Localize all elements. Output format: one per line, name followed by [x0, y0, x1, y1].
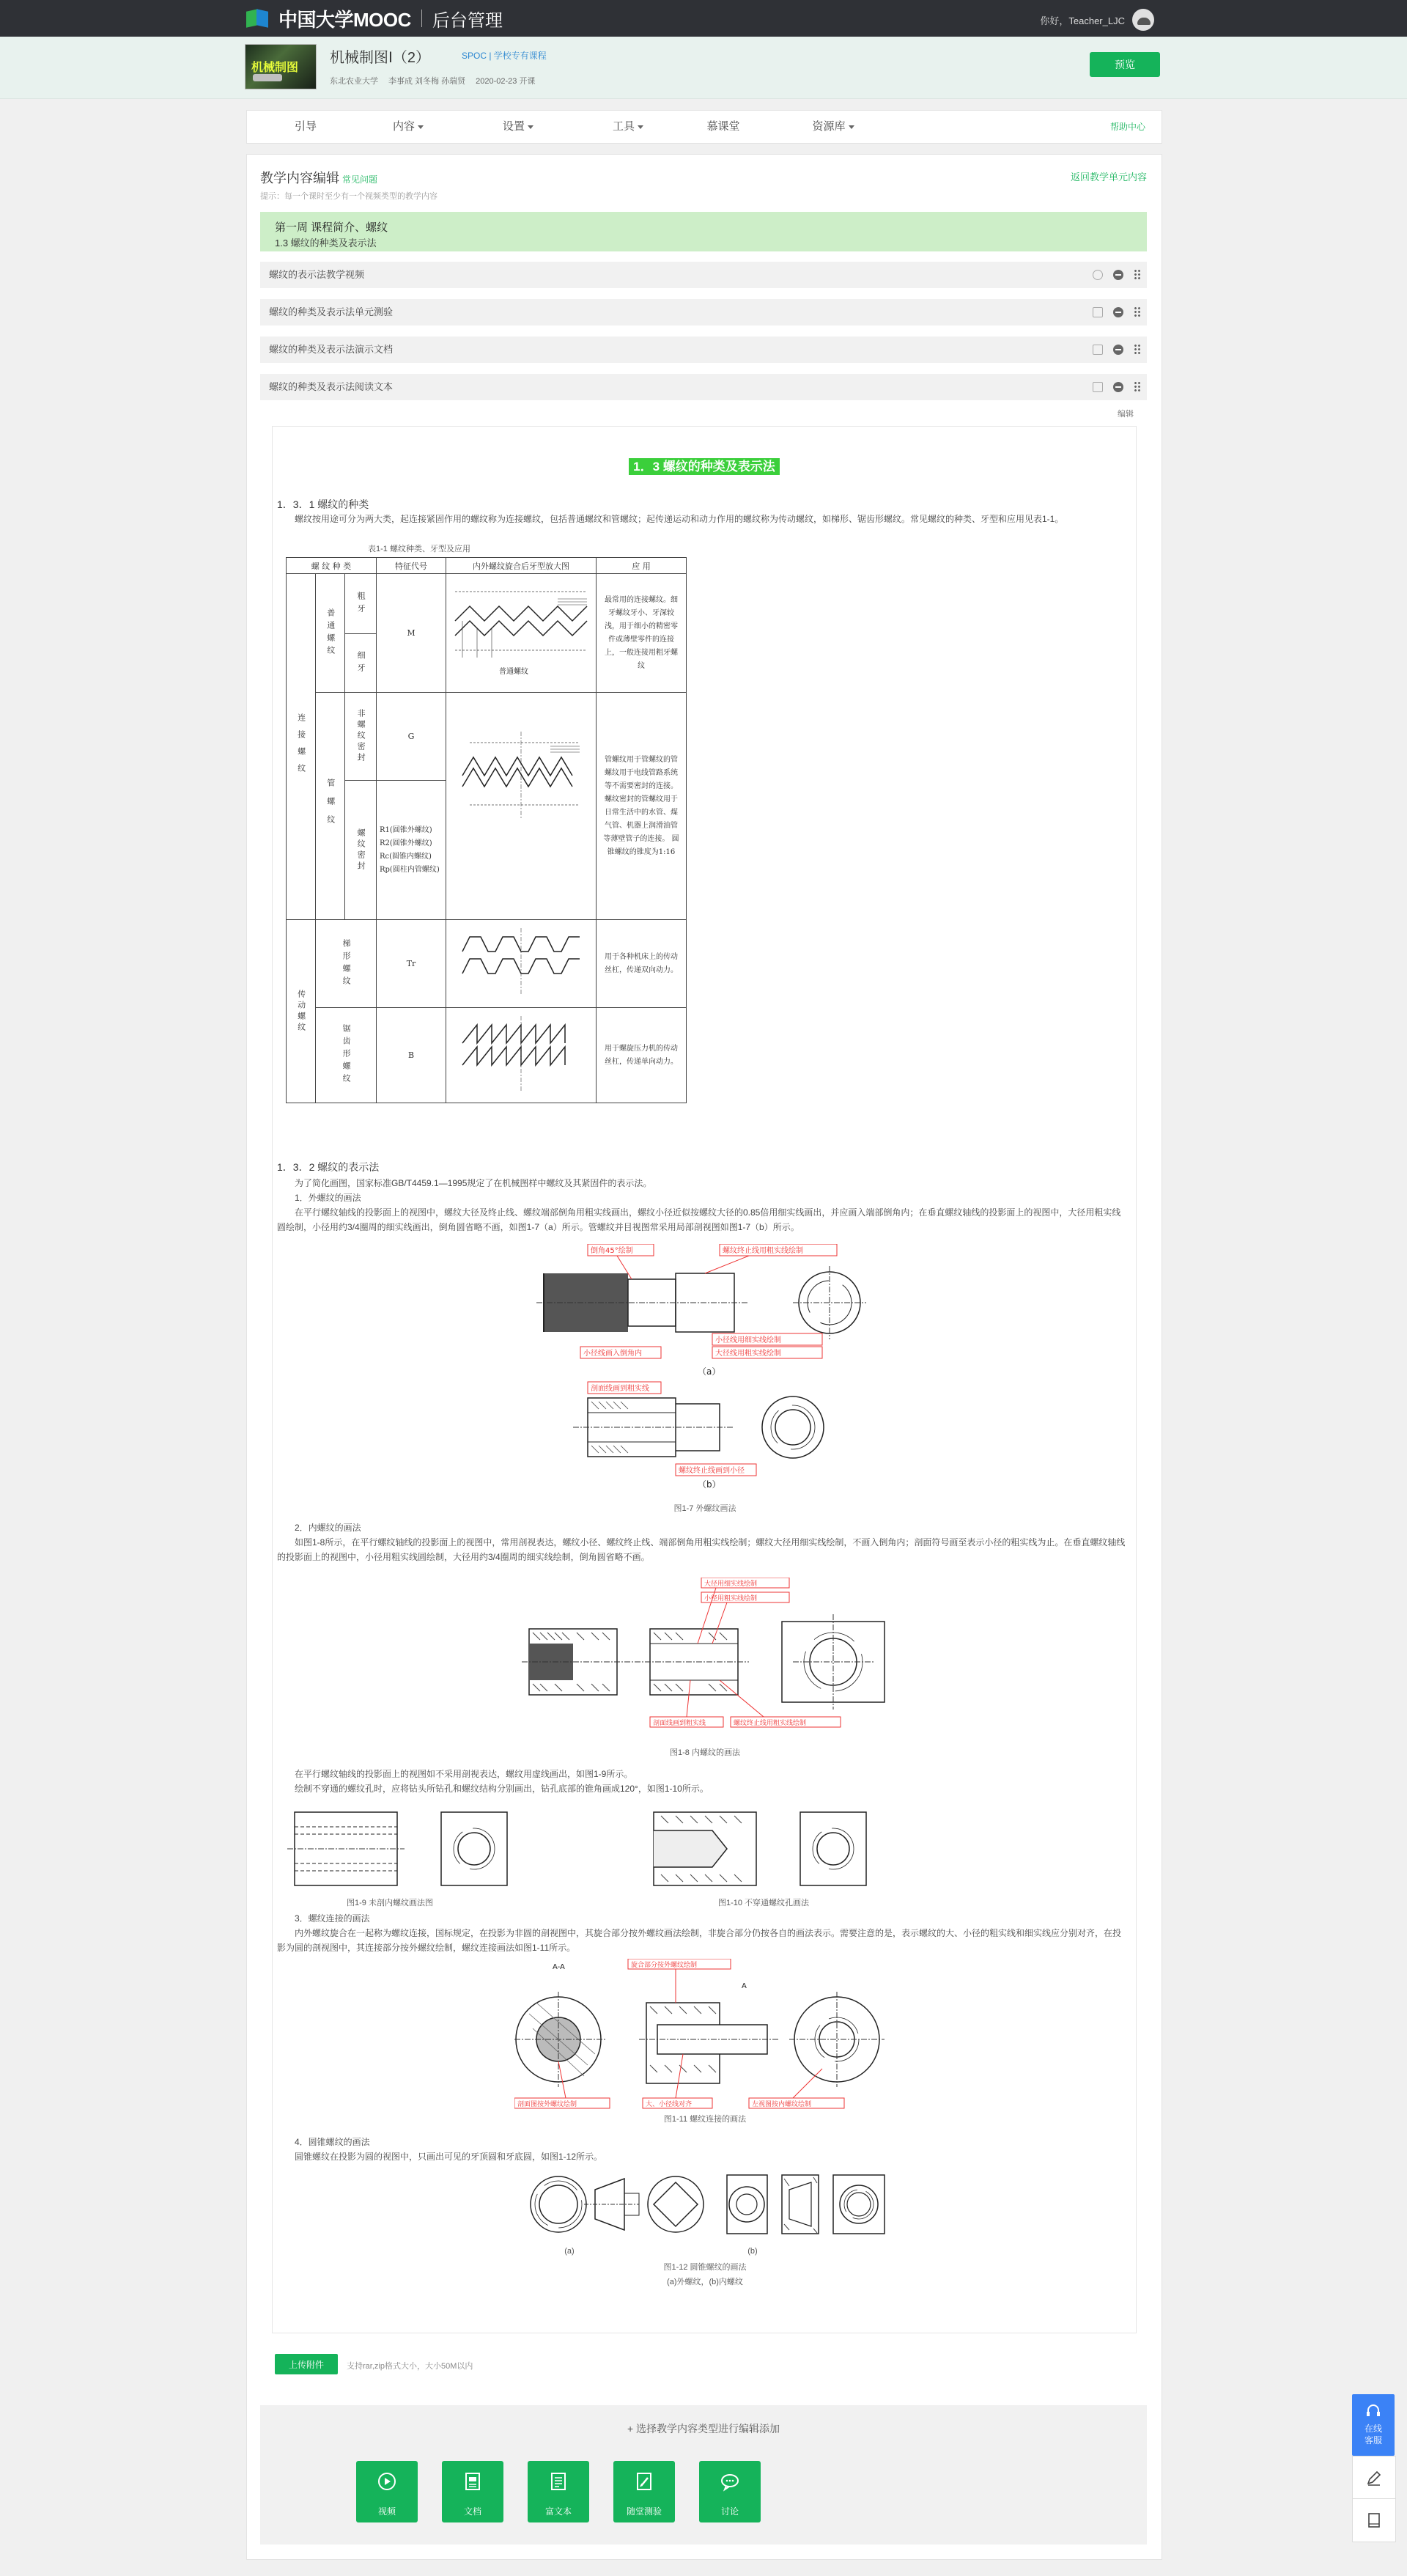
figure-1-9 — [287, 1805, 514, 1893]
remove-icon[interactable] — [1113, 307, 1123, 317]
logo[interactable] — [246, 7, 503, 29]
course-type-tag[interactable]: SPOC | 学校专有课程 — [462, 51, 547, 61]
figure-1-8 — [522, 1578, 903, 1739]
quiz-icon — [634, 2471, 654, 2492]
paragraph: 螺纹按用途可分为两大类，起连接紧固作用的螺纹称为连接螺纹，包括普通螺纹和管螺纹；起传递运动和动力作用的螺纹称为传动螺纹，如梯形、锯齿形螺纹。常见螺纹的种类、牙型和应用见表1-1。 — [295, 514, 1064, 524]
collapse-icon[interactable] — [1113, 382, 1123, 392]
svg-text:螺纹终止线用粗实线绘制: 螺纹终止线用粗实线绘制 — [734, 1720, 807, 1727]
subheading: 4．圆锥螺纹的画法 — [295, 2137, 370, 2147]
paragraph: 内外螺纹旋合在一起称为螺纹连接，国标规定，在投影为非圆的剖视图中，其旋合部分按外螺纹画法绘制，非旋合部分仍按各自的画法表示。需要注意的是，表示螺纹的大、小径的粗实线和细实线应分别对齐，在投影为圆的剖视图中，其连接部分按外螺纹绘制，螺纹连接画法如图1-11所示。 — [277, 1928, 1122, 1953]
richtext-icon — [1093, 382, 1103, 392]
svg-text:A: A — [742, 1982, 747, 1990]
course-thumbnail — [245, 44, 317, 89]
table-cell: R1(圆锥外螺纹) R2(圆锥外螺纹) Rc(圆锥内螺纹) Rp(圆柱内管螺纹) — [377, 781, 446, 920]
sawtooth-thread-drawing — [448, 1010, 594, 1098]
figure-caption: 图1-9 未剖内螺纹画法图 — [347, 1899, 433, 1907]
table-cell: 普通螺纹 — [325, 608, 336, 658]
paragraph: 绘制不穿通的螺纹孔时，应将钻头所钻孔和螺纹结构分别画出，钻孔底部的锥角画成120°，如图1-10所示。 — [295, 1784, 709, 1794]
table-cell: 细牙 — [356, 650, 366, 676]
add-richtext-button[interactable]: 富文本 — [528, 2461, 589, 2522]
avatar[interactable] — [1132, 9, 1154, 31]
course-school: 东北农业大学 — [330, 77, 378, 86]
svg-text:左视图按内螺纹绘制: 左视图按内螺纹绘制 — [752, 2101, 812, 2108]
course-start: 2020-02-23 开课 — [476, 77, 536, 86]
nav-classroom[interactable]: 慕课堂 — [706, 120, 740, 133]
section-heading: 1．3．2 螺纹的表示法 — [277, 1161, 380, 1173]
table-header: 特征代号 — [377, 558, 446, 574]
figure-caption: 图1-8 内螺纹的画法 — [670, 1748, 740, 1757]
section-heading: 1．3．1 螺纹的种类 — [277, 498, 369, 510]
svg-text:剖面线画到粗实线: 剖面线画到粗实线 — [653, 1720, 706, 1727]
paragraph: 为了简化画图，国家标准GB/T4459.1—1995规定了在机械图样中螺纹及其紧固件的表示法。 — [295, 1178, 652, 1188]
help-center-link[interactable]: 帮助中心 — [1109, 122, 1145, 132]
figure-caption: 图1-10 不穿通螺纹孔画法 — [717, 1899, 810, 1907]
add-document-button[interactable]: 文档 — [442, 2461, 503, 2522]
table-cell: 锯齿形螺纹 — [341, 1024, 352, 1086]
feedback-button[interactable] — [1352, 2456, 1396, 2500]
user-menu[interactable] — [1040, 9, 1154, 31]
figure-1-7 — [529, 1244, 895, 1501]
video-icon — [377, 2471, 397, 2492]
page-hint: 提示：每一个课时至少有一个视频类型的教学内容 — [260, 192, 437, 201]
table-cell: 用于螺旋压力机的传动丝杠，传递单向动力。 — [597, 1008, 687, 1103]
add-video-button[interactable]: 视频 — [356, 2461, 418, 2522]
back-link[interactable]: 返回教学单元内容 — [1070, 172, 1147, 183]
table-cell: 管螺纹用于管螺纹的管螺纹用于电线管路系统等不需要密封的连接。螺纹密封的管螺纹用于日常生活中的水管、煤气管、机器上润滑油管等薄壁管子的连接。 圆锥螺纹的锥度为1:16 — [597, 693, 687, 920]
main-nav — [246, 110, 1162, 144]
svg-text:小径线画入倒角内: 小径线画入倒角内 — [583, 1350, 642, 1358]
pencil-icon — [1365, 2469, 1383, 2487]
week-title: 第一周 课程简介、螺纹 — [275, 221, 388, 234]
table-cell: 连接螺纹 — [296, 713, 306, 781]
thread-profile-figure — [446, 574, 597, 693]
table-cell: 用于各种机床上的传动丝杠，传递双向动力。 — [597, 920, 687, 1008]
chevron-down-icon — [418, 125, 424, 129]
thread-profile-figure — [446, 1008, 597, 1103]
drag-handle-icon[interactable] — [1134, 269, 1141, 281]
doc-title: 1．3 螺纹的种类及表示法 — [273, 456, 1136, 474]
table-header: 应 用 — [597, 558, 687, 574]
remove-icon[interactable] — [1113, 270, 1123, 280]
figure-1-10 — [646, 1805, 881, 1893]
trapezoid-thread-drawing — [448, 922, 594, 1003]
figure-label: (b) — [747, 2247, 758, 2256]
page-title: 教学内容编辑 常见问题 — [260, 171, 378, 185]
drag-handle-icon[interactable] — [1134, 306, 1141, 318]
subheading: 3．螺纹连接的画法 — [295, 1913, 370, 1924]
nav-content[interactable]: 内容 — [372, 111, 445, 143]
table-cell: B — [377, 1008, 446, 1103]
svg-text:（b）: （b） — [698, 1479, 721, 1490]
nav-tools[interactable]: 工具 — [591, 111, 665, 143]
document-icon — [1093, 345, 1103, 355]
svg-text:剖面图按外螺纹绘制: 剖面图按外螺纹绘制 — [517, 2101, 577, 2108]
svg-text:大径线用粗实线绘制: 大径线用粗实线绘制 — [715, 1350, 781, 1358]
course-teachers: 李事成 刘冬梅 孙瑞贤 — [388, 77, 466, 86]
remove-icon[interactable] — [1113, 345, 1123, 355]
course-meta — [330, 75, 545, 87]
svg-text:剖面线画到粗实线: 剖面线画到粗实线 — [591, 1385, 649, 1393]
online-service-button[interactable]: 在线客服 — [1352, 2394, 1395, 2456]
table-cell: Tr — [377, 920, 446, 1008]
course-title: 机械制图Ⅰ（2） — [330, 50, 431, 66]
svg-text:大、小径线对齐: 大、小径线对齐 — [646, 2101, 693, 2108]
richtext-document — [272, 426, 1137, 2333]
brand-name: 中国大学MOOC — [278, 8, 411, 31]
add-quiz-button[interactable]: 随堂测验 — [613, 2461, 675, 2522]
paragraph: 圆锥螺纹在投影为圆的视图中，只画出可见的牙顶圆和牙底圆，如图1-12所示。 — [295, 2152, 603, 2162]
svg-text:小径用粗实线绘制: 小径用粗实线绘制 — [704, 1595, 758, 1602]
figure-label: 普通螺纹 — [499, 668, 528, 676]
unit-row-video[interactable]: 螺纹的表示法教学视频 — [260, 262, 1147, 288]
upload-hint: 支持rar,zip格式大小，大小50M以内 — [347, 2362, 473, 2371]
section-name: 后台管理 — [432, 10, 503, 31]
upload-attachment-button[interactable]: 上传附件 — [275, 2354, 338, 2374]
normal-thread-drawing — [448, 577, 594, 687]
user-greeting: 你好，Teacher_LJC — [1040, 15, 1125, 26]
subheading: 1．外螺纹的画法 — [295, 1193, 361, 1203]
unit-row-document[interactable]: 螺纹的种类及表示法演示文档 — [260, 336, 1147, 363]
chevron-down-icon — [638, 125, 643, 129]
mooc-logo-icon — [246, 7, 271, 29]
figure-caption: 图1-12 圆锥螺纹的画法 — [663, 2263, 747, 2272]
table-cell: 梯形螺纹 — [341, 938, 352, 989]
figure-caption: 图1-11 螺纹连接的画法 — [663, 2115, 747, 2124]
chevron-down-icon — [849, 125, 854, 129]
notebook-icon — [1365, 2511, 1383, 2529]
unit-row-richtext[interactable]: 螺纹的种类及表示法阅读文本 — [260, 374, 1147, 400]
figure-label: (a) — [564, 2247, 575, 2256]
notes-button[interactable] — [1352, 2498, 1396, 2542]
paragraph: 在平行螺纹轴线的投影面上的视图中，螺纹大径及终止线、螺纹端部倒角用粗实线画出，螺纹小径近似按螺纹大径的0.85倍用细实线画出，并应画入端部倒角内；在垂直螺纹轴线的投影面上的视图中，大径用粗实线圆绘制，小径用约3/4圈周的细实线画出，倒角圆省略不画，如图1-7（a）所示。管螺纹并目视图常采用局部剖视图如图1-7（b）所示。 — [277, 1207, 1121, 1232]
figure-1-11 — [514, 1959, 895, 2116]
table-cell: 管螺纹 — [325, 779, 336, 833]
table-cell: M — [377, 574, 446, 693]
svg-text:大径用细实线绘制: 大径用细实线绘制 — [704, 1580, 758, 1588]
chevron-down-icon — [528, 125, 533, 129]
table-cell: 非螺纹密封 — [356, 709, 366, 764]
document-icon — [462, 2471, 483, 2492]
faq-link[interactable]: 常见问题 — [342, 174, 378, 185]
nav-settings[interactable]: 设置 — [481, 111, 555, 143]
table-cell: 传动螺纹 — [296, 989, 306, 1034]
table-cell: 最常用的连接螺纹。细牙螺纹牙小、牙深较浅，用于细小的精密零件或薄壁零件的连接上，一般连接用粗牙螺纹 — [597, 574, 687, 693]
nav-library[interactable]: 资源库 — [793, 111, 874, 143]
svg-text:旋合部分按外螺纹绘制: 旋合部分按外螺纹绘制 — [631, 1962, 698, 1969]
thread-profile-figure — [446, 920, 597, 1008]
table-cell: G — [377, 693, 446, 781]
top-bar — [0, 0, 1407, 37]
lesson-title: 1.3 螺纹的种类及表示法 — [275, 238, 377, 249]
subheading: 2．内螺纹的画法 — [295, 1523, 361, 1533]
figure-caption: (a)外螺纹，(b)内螺纹 — [667, 2278, 743, 2286]
figure-caption: 图1-7 外螺纹画法 — [673, 1504, 736, 1513]
preview-button[interactable]: 预览 — [1090, 52, 1160, 77]
richtext-icon — [548, 2471, 569, 2492]
svg-text:（a）: （a） — [698, 1366, 721, 1377]
thumbnail-text: 机械制图 — [251, 60, 299, 74]
svg-text:倒角45°绘制: 倒角45°绘制 — [591, 1247, 633, 1255]
paragraph: 如图1-8所示，在平行螺纹轴线的投影面上的视图中，常用剖视表达，螺纹小径、螺纹终止线、端部倒角用粗实线绘制；螺纹大径用细实线绘制，不画入倒角内；剖面符号画至表示小径的粗实线为止。在垂直螺纹轴线的投影面上的视图中，小径用粗实线圆绘制，大径用约3/4圈周的细实线绘制，倒角圆省略不画。 — [277, 1537, 1126, 1562]
table-cell: 粗牙 — [356, 591, 366, 617]
lesson-header — [260, 212, 1147, 251]
svg-text:A-A: A-A — [553, 1963, 565, 1971]
headset-icon — [1365, 2403, 1381, 2419]
paragraph: 在平行螺纹轴线的投影面上的视图如不采用剖视表达，螺纹用虚线画出，如图1-9所示。 — [295, 1769, 633, 1779]
add-discussion-button[interactable]: 讨论 — [699, 2461, 761, 2522]
svg-text:小径线用细实线绘制: 小径线用细实线绘制 — [715, 1336, 781, 1344]
unit-row-quiz[interactable]: 螺纹的种类及表示法单元测验 — [260, 299, 1147, 325]
edit-link[interactable]: 编辑 — [1118, 410, 1134, 419]
svg-text:螺纹终止线用粗实线绘制: 螺纹终止线用粗实线绘制 — [723, 1247, 803, 1255]
table-header: 内外螺纹旋合后牙型放大图 — [446, 558, 597, 574]
figure-1-12 — [529, 2171, 895, 2245]
add-content-title: + 选择教学内容类型进行编辑添加 — [627, 2423, 780, 2435]
nav-guide[interactable]: 引导 — [294, 120, 317, 133]
drag-handle-icon[interactable] — [1134, 344, 1141, 356]
table-caption: 表1-1 螺纹种类、牙型及应用 — [368, 545, 470, 553]
svg-text:螺纹终止线画到小径: 螺纹终止线画到小径 — [679, 1467, 745, 1475]
table-header: 螺 纹 种 类 — [287, 558, 377, 574]
add-content-box — [260, 2405, 1147, 2544]
video-icon — [1093, 270, 1103, 280]
content-editor-panel — [246, 154, 1162, 2560]
thread-profile-figure — [446, 693, 597, 920]
course-bar — [0, 37, 1407, 99]
pipe-thread-drawing — [448, 717, 594, 893]
quiz-icon — [1093, 307, 1103, 317]
discussion-icon — [720, 2471, 740, 2492]
drag-handle-icon[interactable] — [1134, 381, 1141, 393]
table-cell: 螺纹密封 — [356, 828, 366, 872]
thread-type-table — [286, 557, 687, 1103]
